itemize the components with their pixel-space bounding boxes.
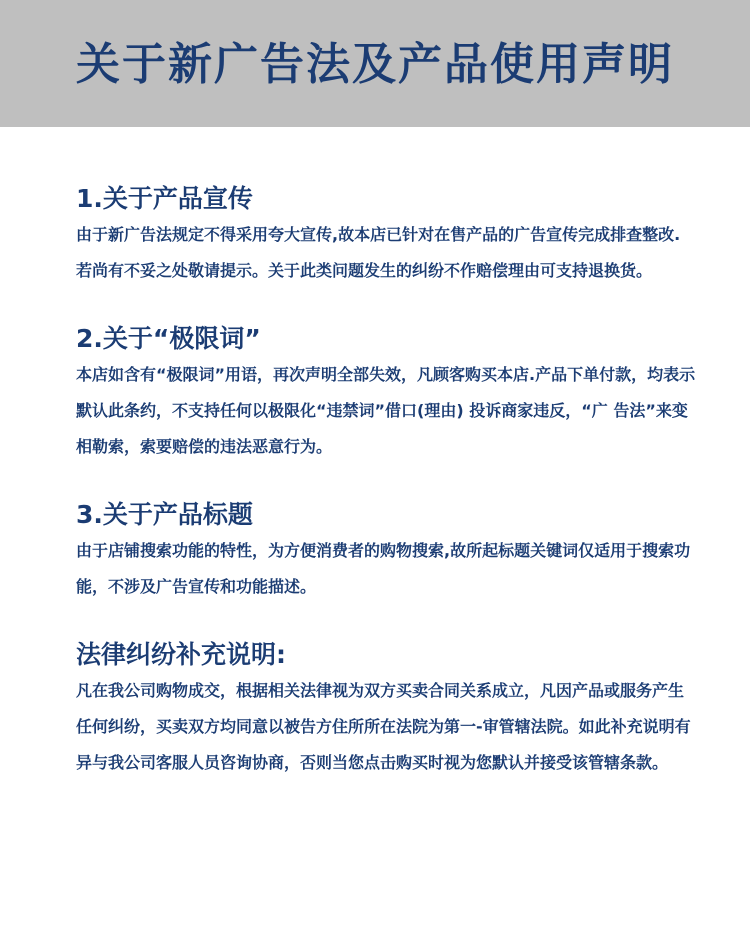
statement-content bbox=[0, 127, 696, 781]
section-product-title bbox=[76, 499, 696, 605]
section-title: 2.关于“极限词” bbox=[76, 324, 261, 353]
section-body: 凡在我公司购物成交，根据相关法律视为双方买卖合同关系成立，凡因产品或服务产生任何纠纷，买卖双方均同意以被告方住所所在法院为第一-审管辖法院。如此补充说明有异与我公司客服人员咨询协商，否则当您点击购买时视为您默认并接受该管辖条款。 bbox=[76, 681, 691, 772]
section-body: 由于店铺搜索功能的特性，为方便消费者的购物搜索,故所起标题关键词仅适用于搜索功能，不涉及广告宣传和功能描述。 bbox=[76, 541, 691, 596]
page-title: 关于新广告法及产品使用声明 bbox=[76, 38, 674, 90]
section-body: 本店如含有“极限词”用语，再次声明全部失效，凡顾客购买本店.产品下单付款，均表示默认此条约，不支持任何以极限化“违禁词”借口(理由) 投诉商家违反，“广 告法”来变相勒索，索要赔偿的违法恶意行为。 bbox=[76, 365, 696, 456]
section-legal-dispute bbox=[76, 639, 696, 781]
section-title: 法律纠纷补充说明: bbox=[76, 640, 286, 669]
section-title: 1.关于产品宣传 bbox=[76, 184, 253, 213]
section-product-promotion bbox=[76, 183, 696, 289]
header-banner bbox=[0, 0, 750, 127]
section-extreme-words bbox=[76, 323, 696, 465]
section-title: 3.关于产品标题 bbox=[76, 500, 253, 529]
section-body: 由于新广告法规定不得采用夸大宣传,故本店已针对在售产品的广告宣传完成排查整改.若尚有不妥之处敬请提示。关于此类问题发生的纠纷不作赔偿理由可支持退换货。 bbox=[76, 225, 681, 280]
